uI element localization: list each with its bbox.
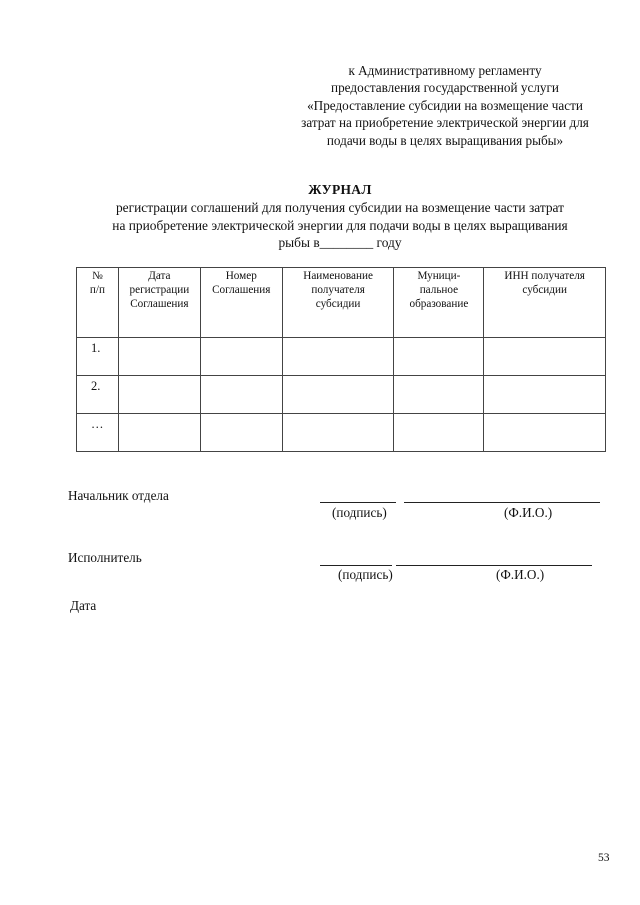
document-subtitle bbox=[70, 199, 610, 252]
column-header-inn: ИНН получателя субсидии bbox=[484, 268, 606, 338]
row-number-cell: 1. bbox=[77, 338, 119, 376]
header-line: к Административному регламенту bbox=[348, 63, 542, 78]
table-row bbox=[77, 414, 606, 452]
date-label: Дата bbox=[70, 598, 97, 613]
table-cell bbox=[394, 338, 484, 376]
column-header-agreement-number: Номер Соглашения bbox=[200, 268, 282, 338]
table-cell bbox=[282, 338, 394, 376]
journal-table bbox=[76, 267, 606, 452]
table-cell bbox=[484, 414, 606, 452]
table-cell bbox=[200, 376, 282, 414]
document-title: ЖУРНАЛ bbox=[308, 182, 372, 197]
executor-fio-line bbox=[396, 565, 592, 566]
header-line: «Предоставление субсидии на возмещение части bbox=[307, 97, 583, 113]
table-cell bbox=[118, 376, 200, 414]
table-header-row bbox=[77, 268, 606, 338]
row-number-cell: … bbox=[77, 414, 119, 452]
table-cell bbox=[200, 338, 282, 376]
executor-fio-caption: (Ф.И.О.) bbox=[496, 567, 545, 582]
table-cell bbox=[118, 338, 200, 376]
table-cell bbox=[484, 338, 606, 376]
regulation-header bbox=[270, 62, 620, 149]
table-cell bbox=[394, 414, 484, 452]
column-header-number: № п/п bbox=[77, 268, 119, 338]
page-number: 53 bbox=[598, 852, 610, 864]
table-row bbox=[77, 338, 606, 376]
chief-signature-line bbox=[320, 502, 396, 503]
subtitle-line: рыбы в________ году bbox=[278, 235, 402, 251]
executor-signature-caption: (подпись) bbox=[338, 567, 393, 582]
table-cell bbox=[394, 376, 484, 414]
subtitle-line: регистрации соглашений для получения субсидии на возмещение части затрат bbox=[115, 200, 564, 215]
column-header-registration-date: Дата регистрации Соглашения bbox=[118, 268, 200, 338]
column-header-recipient-name: Наименование получателя субсидии bbox=[282, 268, 394, 338]
table-cell bbox=[282, 376, 394, 414]
executor-label: Исполнитель bbox=[68, 550, 142, 565]
executor-signature-line bbox=[320, 565, 392, 566]
chief-signature-caption: (подпись) bbox=[332, 505, 387, 520]
header-line: подачи воды в целях выращивания рыбы» bbox=[326, 132, 564, 148]
table-cell bbox=[282, 414, 394, 452]
header-line: затрат на приобретение электрической энергии для bbox=[301, 115, 589, 131]
row-number-cell: 2. bbox=[77, 376, 119, 414]
table-row bbox=[77, 376, 606, 414]
chief-fio-line bbox=[404, 502, 600, 503]
chief-label: Начальник отдела bbox=[68, 488, 169, 503]
table-cell bbox=[200, 414, 282, 452]
chief-fio-caption: (Ф.И.О.) bbox=[504, 505, 553, 520]
table-cell bbox=[118, 414, 200, 452]
header-line: предоставления государственной услуги bbox=[331, 80, 559, 96]
column-header-municipality: Муници- пальное образование bbox=[394, 268, 484, 338]
subtitle-line: на приобретение электрической энергии для подачи воды в целях выращивания bbox=[112, 217, 568, 233]
table-cell bbox=[484, 376, 606, 414]
